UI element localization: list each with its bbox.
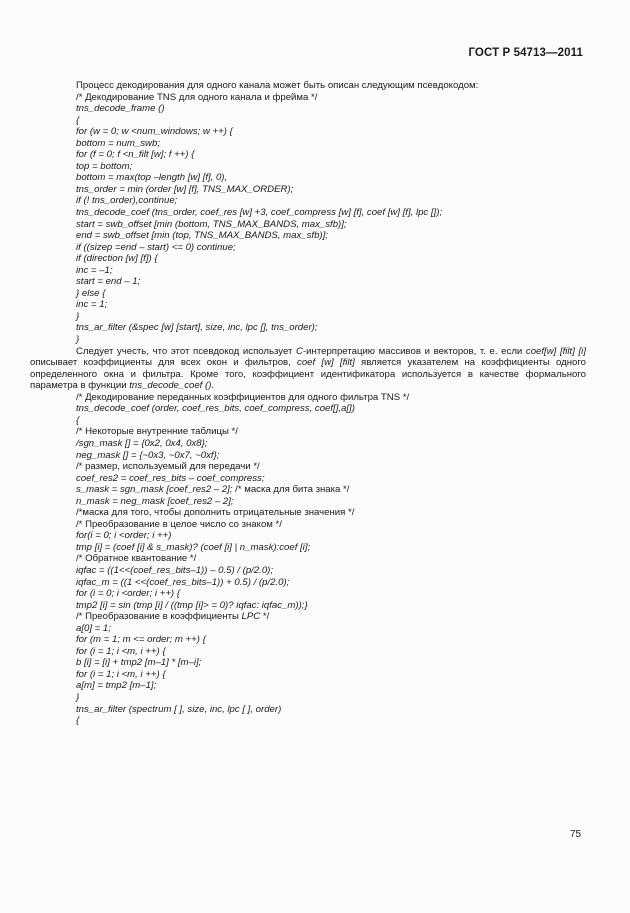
code-line: inc = –1; xyxy=(76,264,113,276)
code-comment-line: /* размер, используемый для передачи */ xyxy=(76,461,260,473)
code-line: for (f = 0; f <n_filt [w]; f ++) { xyxy=(76,149,195,161)
code-line: if ((sizep =end – start) <= 0) continue; xyxy=(76,241,236,253)
paragraph-line: Процесс декодирования для одного канала может быть описан следующим псевдокодом: xyxy=(76,80,479,91)
code-line: end = swb_offset [min (top, TNS_MAX_BANDS, max_sfb)]; xyxy=(76,230,328,242)
code-line: { xyxy=(76,114,80,126)
code-line: for (i = 1; i <m, i ++) { xyxy=(76,668,166,680)
code-line: tns_decode_frame () xyxy=(76,103,165,115)
code-line: for(i = 0; i <order; i ++) xyxy=(76,530,172,542)
page-number: 75 xyxy=(570,829,582,840)
paragraph-text: . xyxy=(211,380,215,392)
code-comment-line: /* Декодирование TNS для одного канала и фрейма */ xyxy=(76,91,318,103)
code-line: } xyxy=(76,310,80,322)
code-line: coef_res2 = coef_res_bits – coef_compress; xyxy=(76,472,265,484)
paragraph-text: -интерпретацию массивов и векторов, т. е. если xyxy=(302,345,526,357)
code-comment-line: /* Декодирование переданных коэффициентов для одного фильтра TNS */ xyxy=(76,391,410,403)
code-line: { xyxy=(76,414,80,426)
code-line: iqfac_m = ((1 <<(coef_res_bits–1)) + 0.5) / (p/2.0); xyxy=(76,576,290,588)
explanatory-paragraph xyxy=(30,346,586,392)
paragraph-text: является указателем на коэффициенты одного определенного окна и фильтра. Кроме того, коэффициент идентификатора используется в качестве формального параметра в функции xyxy=(30,357,586,392)
code-line: tns_ar_filter (&spec [w] [start], size, inc, lpc [], tns_order); xyxy=(76,322,318,334)
code-line: tns_decode_coef (tns_order, coef_res [w] +3, coef_compress [w] [f], coef [w] [f], lpc []); xyxy=(76,207,443,219)
comment-fragment: /* Преобразование в коэффициенты xyxy=(76,611,242,623)
code-line: start = end – 1; xyxy=(76,276,141,288)
code-comment-line: /* Обратное квантование */ xyxy=(76,553,197,565)
code-comment-line: /* Преобразование в целое число со знаком */ xyxy=(76,518,282,530)
comment-fragment: */ xyxy=(260,611,270,623)
comment-fragment: /* маска для бита знака */ xyxy=(232,484,350,496)
code-line: } xyxy=(76,691,80,703)
inline-code: tns_decode_coef () xyxy=(129,380,212,392)
code-line: a[0] = 1; xyxy=(76,622,111,634)
code-line: { xyxy=(76,715,80,727)
code-line: iqfac = ((1<<(coef_res_bits–1)) – 0.5) / (p/2.0); xyxy=(76,564,274,576)
code-line: neg_mask [] = {~0x3, ~0x7, ~0xf}; xyxy=(76,449,220,461)
code-line: n_mask = neg_mask [coef_res2 – 2]; xyxy=(76,495,234,507)
code-fragment: s_mask = sgn_mask [coef_res2 – 2]; xyxy=(76,484,233,496)
code-comment-line xyxy=(30,611,586,623)
document-body xyxy=(30,80,586,727)
inline-code: C xyxy=(296,345,303,357)
code-line: tns_decode_coef (order, coef_res_bits, coef_compress, coef[],a[]) xyxy=(76,403,355,415)
code-line: tmp [i] = (coef [i] & s_mask)? (coef [i] | n_mask):coef [i]; xyxy=(76,541,311,553)
inline-code: coef[w] [filt] [i] xyxy=(525,345,586,357)
code-line: if (direction [w] [f]) { xyxy=(76,253,158,265)
code-comment-line: /* Некоторые внутренние таблицы */ xyxy=(76,426,238,438)
code-line: for (m = 1; m <= order; m ++) { xyxy=(76,634,206,646)
code-line: b [i] = [i] + tmp2 [m–1] * [m–i]; xyxy=(76,657,202,669)
code-line: } else { xyxy=(76,287,106,299)
code-line: tns_order = min (order [w] [f], TNS_MAX_ORDER); xyxy=(76,183,294,195)
code-comment-line: /*маска для того, чтобы дополнить отрицательные значения */ xyxy=(76,507,355,519)
paragraph-text: Следует учесть, что этот псевдокод использует xyxy=(76,345,297,357)
paragraph-text: описывает коэффициенты для всех окон и фильтров, xyxy=(30,357,298,369)
code-line: tns_ar_filter (spectrum [ ], size, inc, lpc [ ], order) xyxy=(76,703,282,715)
code-line: /sgn_mask [] = {0x2, 0x4, 0x8}; xyxy=(76,437,208,449)
code-fragment: LPC xyxy=(241,611,261,623)
code-line: bottom = max(top –length [w] [f], 0), xyxy=(76,172,228,184)
code-line: top = bottom; xyxy=(76,160,133,172)
code-line: start = swb_offset [min (bottom, TNS_MAX_BANDS, max_sfb)]; xyxy=(76,218,347,230)
code-line: inc = 1; xyxy=(76,299,108,311)
code-line: if (! tns_order),continue; xyxy=(76,195,178,207)
document-header: ГОСТ Р 54713—2011 xyxy=(468,47,583,59)
code-line: for (i = 1; i <m, i ++) { xyxy=(76,645,166,657)
code-line: } xyxy=(76,334,80,346)
code-line: bottom = num_swb; xyxy=(76,137,160,149)
code-line-with-comment xyxy=(30,484,586,496)
inline-code: coef [w] [filt] xyxy=(297,357,355,369)
code-line: tmp2 [i] = sin (tmp [i] / ((tmp [i]> = 0)? iqfac: iqfac_m));} xyxy=(76,599,308,611)
code-line: for (w = 0; w <num_windows; w ++) { xyxy=(76,126,233,138)
code-line: a[m] = tmp2 [m–1]; xyxy=(76,680,157,692)
code-line: for (i = 0; i <order; i ++) { xyxy=(76,588,180,600)
